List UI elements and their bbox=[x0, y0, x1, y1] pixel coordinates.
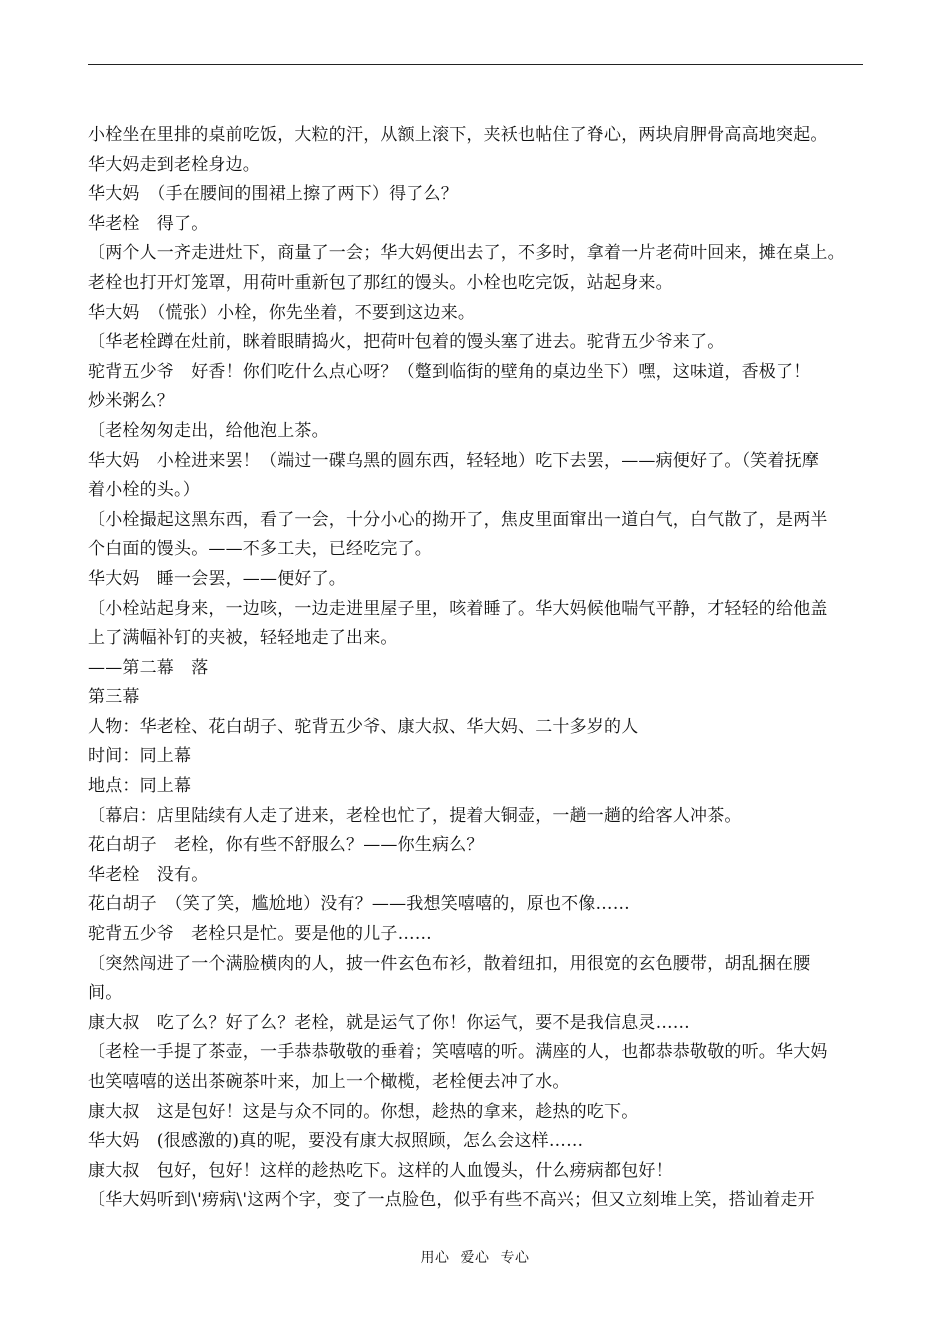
text-line: 上了满幅补钉的夹被，轻轻地走了出来。 bbox=[88, 628, 398, 649]
text-line: 华大妈 （慌张）小栓，你先坐着，不要到这边来。 bbox=[88, 302, 476, 323]
text-line: 花白胡子 （笑了笑，尴尬地）没有？——我想笑嘻嘻的，原也不像…… bbox=[88, 894, 630, 915]
text-line: 华大妈走到老栓身边。 bbox=[88, 154, 260, 175]
text-line: 华大妈 睡一会罢，——便好了。 bbox=[88, 568, 346, 589]
text-line: 〔华老栓蹲在灶前，眯着眼睛捣火，把荷叶包着的馒头塞了进去。驼背五少爷来了。 bbox=[88, 332, 725, 353]
text-line: 第三幕 bbox=[88, 687, 140, 708]
text-line: 驼背五少爷 好香！你们吃什么点心呀？（蹩到临街的壁角的桌边坐下）嘿，这味道，香极了！ bbox=[88, 361, 811, 382]
text-line: 地点：同上幕 bbox=[88, 776, 192, 797]
header-rule bbox=[88, 64, 863, 65]
text-line: 华大妈 小栓进来罢！（端过一碟乌黑的圆东西，轻轻地）吃下去罢，——病便好了。（笑着抚摩 bbox=[88, 450, 820, 471]
text-line: 华大妈 （手在腰间的围裙上擦了两下）得了么？ bbox=[88, 184, 458, 205]
document-body bbox=[88, 121, 888, 1216]
text-line: 〔两个人一齐走进灶下，商量了一会；华大妈便出去了，不多时，拿着一片老荷叶回来，摊在桌上。 bbox=[88, 243, 845, 264]
text-line: 〔华大妈听到\'痨病\'这两个字，变了一点脸色，似乎有些不高兴；但又立刻堆上笑，搭讪着走开 bbox=[88, 1190, 815, 1211]
text-line: 驼背五少爷 老栓只是忙。要是他的儿子…… bbox=[88, 924, 432, 945]
text-line: 炒米粥么？ bbox=[88, 391, 174, 412]
text-line: 〔小栓撮起这黑东西，看了一会，十分小心的拗开了，焦皮里面窜出一道白气，白气散了，是两半 bbox=[88, 509, 828, 530]
text-line: 华老栓 得了。 bbox=[88, 213, 209, 234]
text-line: 小栓坐在里排的桌前吃饭，大粒的汗，从额上滚下，夹袄也帖住了脊心，两块肩胛骨高高地突起。 bbox=[88, 125, 828, 145]
text-line: 〔突然闯进了一个满脸横肉的人，披一件玄色布衫，散着纽扣，用很宽的玄色腰带，胡乱捆在腰 bbox=[88, 953, 811, 974]
text-line: 〔小栓站起身来，一边咳，一边走进里屋子里，咳着睡了。华大妈候他喘气平静，才轻轻的给他盖 bbox=[88, 598, 828, 619]
text-line: 〔老栓匆匆走出，给他泡上茶。 bbox=[88, 420, 329, 441]
text-line: 个白面的馒头。——不多工夫，已经吃完了。 bbox=[88, 539, 432, 560]
text-line: 〔幕启：店里陆续有人走了进来，老栓也忙了，提着大铜壶，一趟一趟的给客人冲茶。 bbox=[88, 805, 742, 826]
text-line: 华大妈 (很感激的)真的呢，要没有康大叔照顾，怎么会这样…… bbox=[88, 1131, 584, 1152]
text-line: 时间：同上幕 bbox=[88, 746, 192, 767]
text-line: 老栓也打开灯笼罩，用荷叶重新包了那红的馒头。小栓也吃完饭，站起身来。 bbox=[88, 272, 673, 293]
text-line: 康大叔 包好，包好！这样的趁热吃下。这样的人血馒头，什么痨病都包好！ bbox=[88, 1160, 673, 1181]
text-line: 康大叔 吃了么？好了么？老栓，就是运气了你！你运气，要不是我信息灵…… bbox=[88, 1012, 690, 1033]
text-line: 华老栓 没有。 bbox=[88, 864, 209, 885]
text-line: 着小栓的头。） bbox=[88, 480, 200, 501]
text-line: 也笑嘻嘻的送出茶碗茶叶来，加上一个橄榄，老栓便去冲了水。 bbox=[88, 1072, 570, 1092]
text-line: 康大叔 这是包好！这是与众不同的。你想，趁热的拿来，趁热的吃下。 bbox=[88, 1101, 639, 1122]
text-line: 间。 bbox=[88, 983, 123, 1004]
text-line: ——第二幕 落 bbox=[88, 657, 209, 678]
text-line: 花白胡子 老栓，你有些不舒服么？——你生病么？ bbox=[88, 835, 484, 856]
page-footer: 用心 爱心 专心 bbox=[420, 1250, 530, 1266]
text-line: 人物：华老栓、花白胡子、驼背五少爷、康大叔、华大妈、二十多岁的人 bbox=[88, 716, 639, 737]
text-line: 〔老栓一手提了茶壶，一手恭恭敬敬的垂着；笑嘻嘻的听。满座的人，也都恭恭敬敬的听。华大妈 bbox=[88, 1042, 828, 1063]
